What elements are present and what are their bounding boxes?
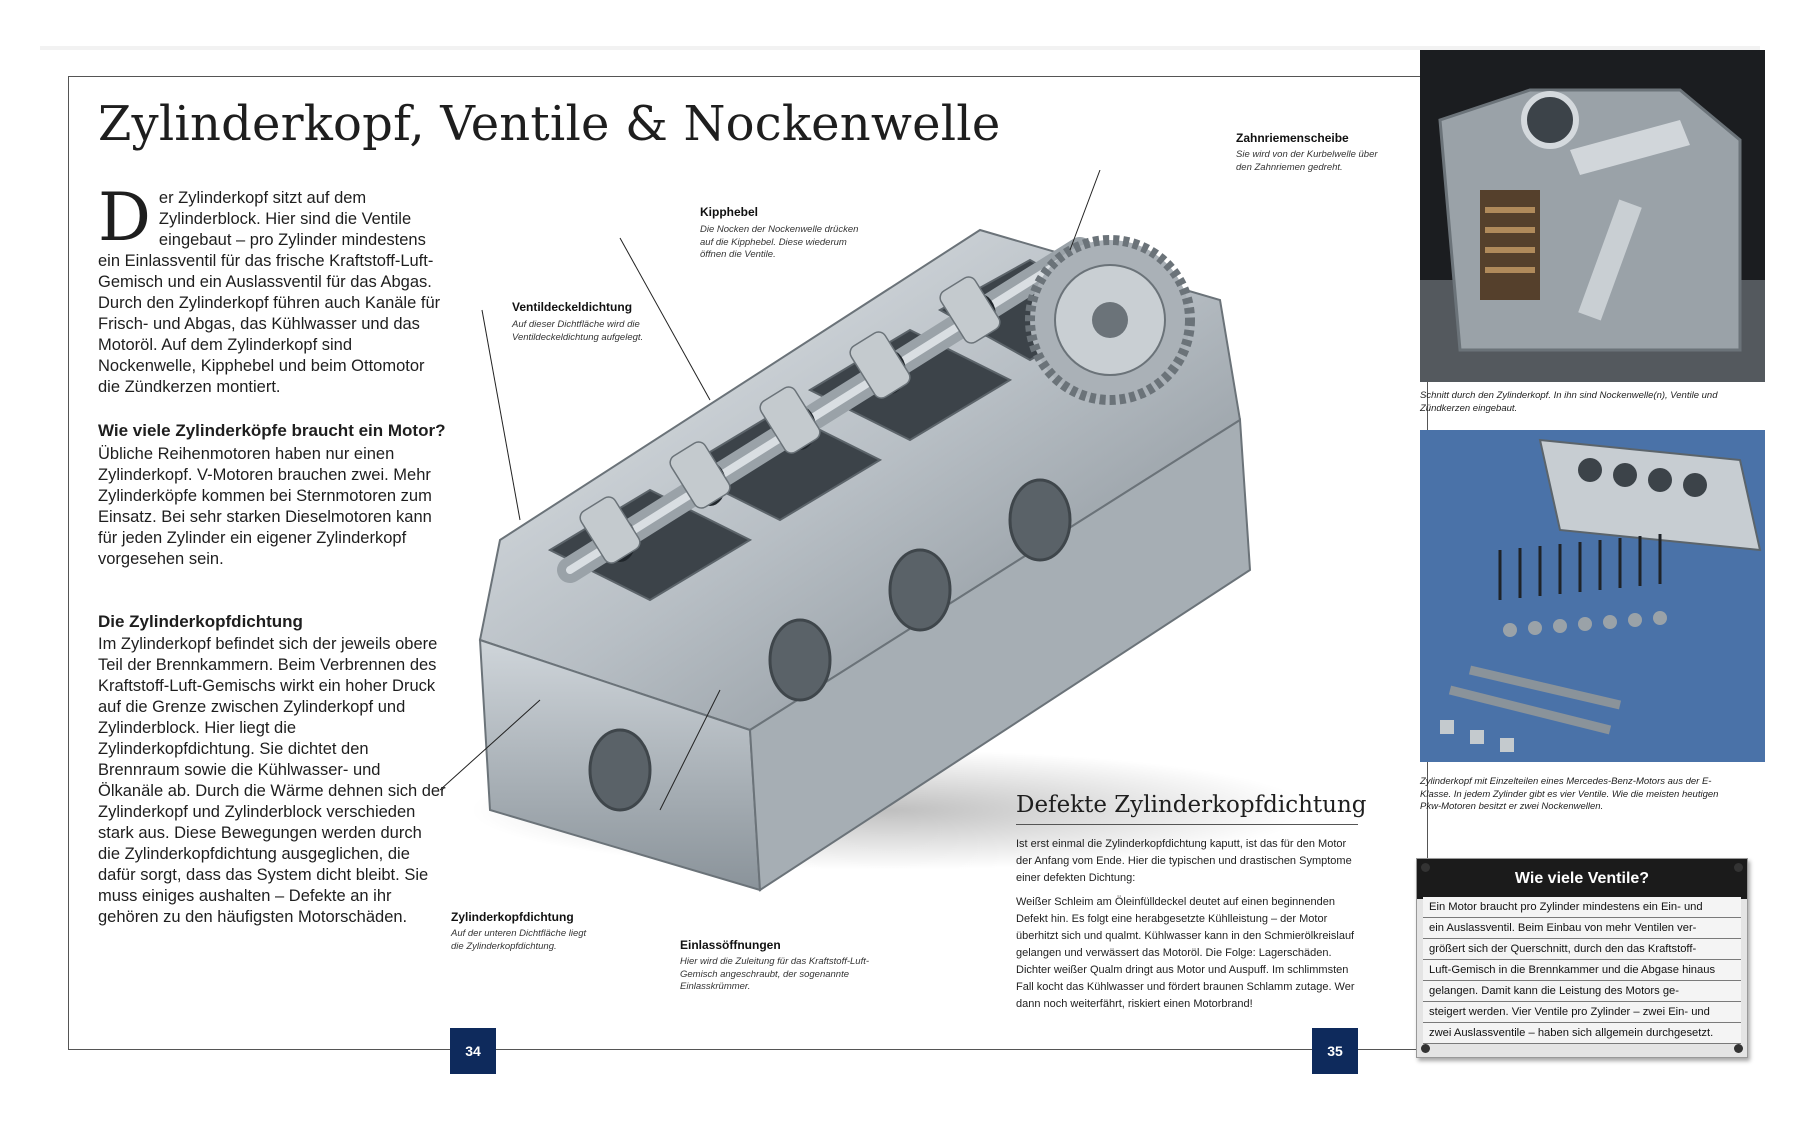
defekte-paragraph-1: Ist erst einmal die Zylinderkopfdichtung kaputt, ist das für den Motor der Anfang vom Ende. Hier die typischen und drastischen Symptome einer defekten Dichtung: bbox=[1016, 838, 1352, 884]
photo-mercedes-parts bbox=[1420, 430, 1765, 762]
intro-text: er Zylinderkopf sitzt auf dem Zylinderblock. Hier sind die Ventile eingebaut – pro Zylinder mindestens ein Einlassventil für das frische Kraftstoff-Luft-Gemisch und ein Auslassventil für das Abgas. Durch den Zylinderkopf führen auch Kanäle für Frisch- und Abgas, das Kühlwasser und das Motoröl. Auf dem Zylinderkopf sind Nockenwelle, Kipphebel und beim Ottomotor die Zündkerzen montiert. bbox=[98, 189, 441, 396]
photo-cylinder-head-cutaway bbox=[1420, 50, 1765, 382]
defekte-paragraph-2: Weißer Schleim am Öleinfülldeckel deutet auf einen beginnenden Defekt hin. Es folgt eine herabgesetzte Kühlleistung – der Motor überhitzt sich und qualmt. Kühlwasser kann in den Schmierölkreislauf gelangen und verwässert das Motoröl. Die Folge: Lagerschäden. Dichter weißer Qualm dringt aus Motor und Auspuff. Im schlimmsten Fall kocht das Kühlwasser und fördert braunen Schlamm zutage. Wer dann noch weiterfährt, riskiert einen Motorbrand! bbox=[1016, 896, 1355, 1010]
info-plate-line: ein Auslassventil. Beim Einbau von mehr Ventilen ver- bbox=[1423, 918, 1741, 939]
info-plate-line: gelangen. Damit kann die Leistung des Motors ge- bbox=[1423, 981, 1741, 1002]
screw-icon bbox=[1421, 1044, 1430, 1053]
section1-text: Übliche Reihenmotoren haben nur einen Zylinderkopf. V-Motoren brauchen zwei. Mehr Zylinderköpfe kommen bei Sternmotoren zum Einsatz. Bei sehr starken Dieselmotoren kann für jeden Zylinder ein eigener Zylinderkopf vorgesehen sein. bbox=[98, 445, 432, 568]
label-zylinderkopfdichtung-note: Auf der unteren Dichtfläche liegt die Zylinderkopfdichtung. bbox=[451, 928, 587, 952]
screw-icon bbox=[1421, 863, 1430, 872]
info-plate-line: größert sich der Querschnitt, durch den das Kraftstoff- bbox=[1423, 939, 1741, 960]
page-title: Zylinderkopf, Ventile & Nockenwelle bbox=[98, 96, 1001, 152]
info-plate bbox=[1416, 858, 1748, 1058]
defekte-rule bbox=[1016, 824, 1358, 825]
intro-paragraph bbox=[98, 179, 448, 398]
info-plate-line: Ein Motor braucht pro Zylinder mindestens ein Ein- und bbox=[1423, 897, 1741, 918]
label-kipphebel-title: Kipphebel bbox=[700, 205, 759, 219]
section2-heading: Die Zylinderkopfdichtung bbox=[98, 612, 303, 631]
screw-icon bbox=[1734, 1044, 1743, 1053]
defekte-heading: Defekte Zylinderkopfdichtung bbox=[1016, 792, 1367, 818]
label-zahnriemenscheibe-title: Zahnriemenscheibe bbox=[1236, 131, 1349, 145]
info-plate-line: steigert werden. Vier Ventile pro Zylinder – zwei Ein- und bbox=[1423, 1002, 1741, 1023]
info-plate-line: zwei Auslassventile – haben sich allgemein durchgesetzt. bbox=[1423, 1023, 1741, 1044]
info-plate-heading: Wie viele Ventile? bbox=[1417, 859, 1747, 899]
screw-icon bbox=[1734, 863, 1743, 872]
caption-photo2: Zylinderkopf mit Einzelteilen eines Mercedes-Benz-Motors aus der E-Klasse. In jedem Zylinder gibt es vier Ventile. Wie die meisten heutigen Pkw-Motoren besitzt er zwei Nockenwellen. bbox=[1420, 776, 1719, 812]
label-einlassoeffnungen-title: Einlassöffnungen bbox=[680, 938, 781, 952]
drop-cap: D bbox=[98, 179, 151, 256]
label-einlassoeffnungen-note: Hier wird die Zuleitung für das Kraftstoff-Luft-Gemisch angeschraubt, der sogenannte Einlasskrümmer. bbox=[680, 956, 870, 992]
label-ventildeckeldichtung-note: Auf dieser Dichtfläche wird die Ventildeckeldichtung aufgelegt. bbox=[512, 319, 644, 343]
section2-text: Im Zylinderkopf befindet sich der jeweils obere Teil der Brennkammern. Beim Verbrennen des Kraftstoff-Luft-Gemischs wirkt ein hoher Druck auf die Grenze zwischen Zylinderkopf und Zylinderblock. Hier liegt die Zylinderkopfdichtung. Sie dichtet den Brennraum sowie die Kühlwasser- und Ölkanäle ab. Durch die Wärme dehnen sich der Zylinderkopf und Zylinderblock verschieden stark aus. Diese Bewegungen werden durch die Zylinderkopfdichtung ausgeglichen, die dafür sorgt, dass das System dicht bleibt. Sie muss einiges aushalten – Defekte an ihr gehören zu den häufigsten Motorschäden. bbox=[98, 635, 446, 926]
page-number-right: 35 bbox=[1312, 1028, 1358, 1074]
section1-heading: Wie viele Zylinderköpfe braucht ein Motor? bbox=[98, 421, 446, 440]
page-number-left: 34 bbox=[450, 1028, 496, 1074]
caption-photo1: Schnitt durch den Zylinderkopf. In ihn sind Nockenwelle(n), Ventile und Zündkerzen eingebaut. bbox=[1420, 390, 1718, 414]
info-plate-lines bbox=[1423, 897, 1741, 1044]
label-kipphebel-note: Die Nocken der Nockenwelle drücken auf die Kipphebel. Diese wiederum öffnen die Ventile. bbox=[700, 224, 859, 260]
label-ventildeckeldichtung-title: Ventildeckeldichtung bbox=[512, 300, 633, 314]
label-zahnriemenscheibe-note: Sie wird von der Kurbelwelle über den Zahnriemen gedreht. bbox=[1236, 149, 1378, 173]
info-plate-line: Luft-Gemisch in die Brennkammer und die Abgase hinaus bbox=[1423, 960, 1741, 981]
label-zylinderkopfdichtung-title: Zylinderkopfdichtung bbox=[451, 910, 574, 924]
